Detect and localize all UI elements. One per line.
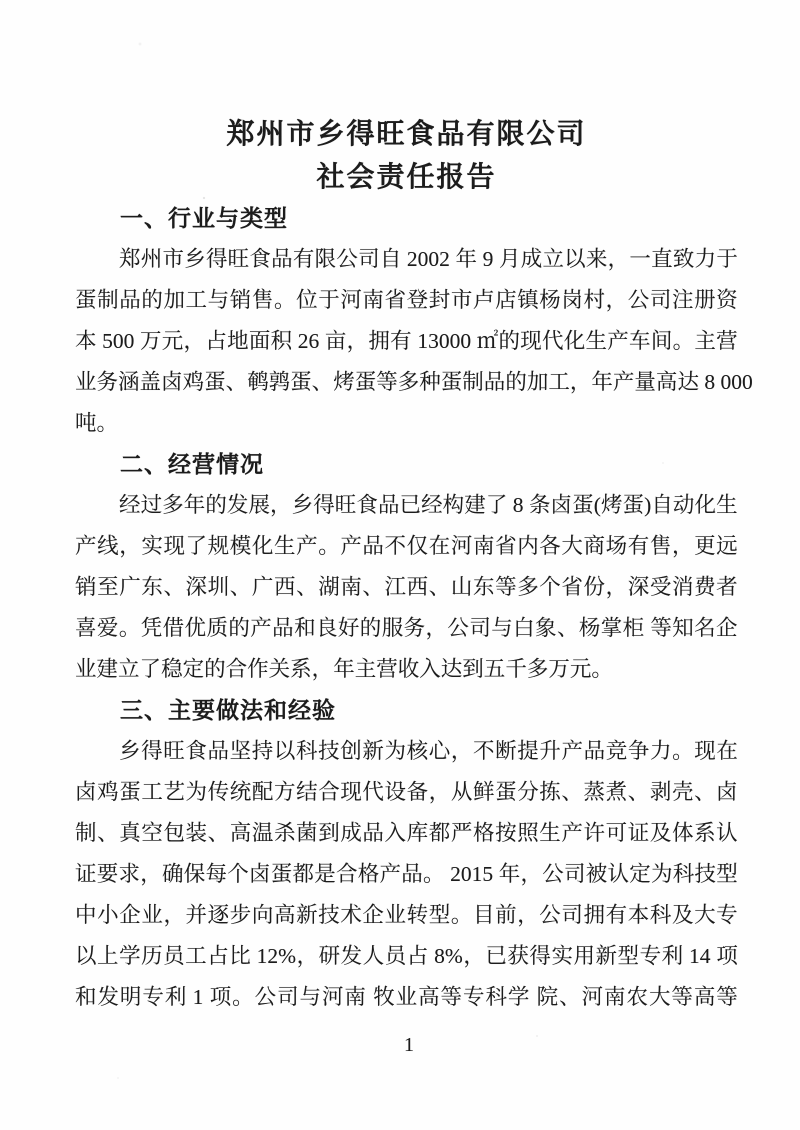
text-line: 经 过 多 年 的 发 展 ， 乡 得 旺 食 品 已 经 构 建 了 8 条 卤 蛋 ( 烤 蛋 ) 自 动 化 生 [119, 493, 738, 517]
section-main-practices-and-experience [75, 690, 738, 1018]
text-line: 产 线 ， 实 现 了 规 模 化 生 产 。 产 品 不 仅 在 河 南 省 内 各 大 商 场 有 售 ， 更 远 [75, 534, 738, 558]
section-1-heading: 一、行业与类型 [120, 205, 288, 231]
document-title [75, 112, 738, 198]
section-1-paragraph-1 [75, 239, 753, 444]
text-line: 证 要 求 ， 确 保 每 个 卤 蛋 都 是 合 格 产 品 。 2015 年 ， 公 司 被 认 定 为 科 技 型 [75, 862, 738, 886]
section-2-paragraph-1 [75, 485, 738, 690]
text-line: 和 发 明 专 利 1 项 。 公 司 与 河 南 牧 业 高 等 专 科 学 院 、 河 南 农 大 等 高 等 [75, 985, 738, 1009]
section-2-heading: 二、经营情况 [120, 451, 264, 477]
text-line: 吨 。 [75, 411, 119, 435]
section-business-situation [75, 444, 738, 690]
document-title-line-2: 社会责任报告 [316, 161, 497, 192]
text-line: 乡 得 旺 食 品 坚 持 以 科 技 创 新 为 核 心 ， 不 断 提 升 产 品 竞 争 力 。 现 在 [119, 739, 738, 763]
text-line: 业 建 立 了 稳 定 的 合 作 关 系 ， 年 主 营 收 入 达 到 五 千 多 万 元 。 [75, 657, 613, 681]
page-number: 1 [404, 1034, 414, 1056]
text-line: 中 小 企 业 ， 并 逐 步 向 高 新 技 术 企 业 转 型 。 目 前 ， 公 司 拥 有 本 科 及 大 专 [75, 903, 738, 927]
document-content [75, 112, 753, 1018]
section-3-heading: 三、主要做法和经验 [120, 697, 336, 723]
document-title-line-1: 郑州市乡得旺食品有限公司 [226, 118, 587, 149]
section-industry-and-type [75, 198, 753, 444]
section-3-paragraph-1 [75, 731, 738, 1018]
text-line: 本 500 万 元 ， 占 地 面 积 26 亩 ， 拥 有 13000 ㎡ 的 现 代 化 生 产 车 间 。 主 营 [75, 329, 738, 353]
text-line: 郑 州 市 乡 得 旺 食 品 有 限 公 司 自 2002 年 9 月 成 立 以 来 ， 一 直 致 力 于 [119, 247, 738, 271]
text-line: 制 、 真 空 包 装 、 高 温 杀 菌 到 成 品 入 库 都 严 格 按 照 生 产 许 可 证 及 体 系 认 [75, 821, 738, 845]
text-line: 以 上 学 历 员 工 占 比 12% ， 研 发 人 员 占 8% ， 已 获 得 实 用 新 型 专 利 14 项 [75, 944, 738, 968]
text-line: 销 至 广 东 、 深 圳 、 广 西 、 湖 南 、 江 西 、 山 东 等 多 个 省 份 ， 深 受 消 费 者 [75, 575, 738, 599]
text-line: 喜 爱 。 凭 借 优 质 的 产 品 和 良 好 的 服 务 ， 公 司 与 白 象 、 杨 掌 柜 等 知 名 企 [75, 616, 738, 640]
text-line: 蛋 制 品 的 加 工 与 销 售 。 位 于 河 南 省 登 封 市 卢 店 镇 杨 岗 村 ， 公 司 注 册 资 [75, 288, 738, 312]
text-line: 业 务 涵 盖 卤 鸡 蛋 、 鹌 鹑 蛋 、 烤 蛋 等 多 种 蛋 制 品 的 加 工 ， 年 产 量 高 达 8 000 [75, 370, 753, 394]
text-line: 卤 鸡 蛋 工 艺 为 传 统 配 方 结 合 现 代 设 备 ， 从 鲜 蛋 分 拣 、 蒸 煮 、 剥 壳 、 卤 [75, 780, 738, 804]
